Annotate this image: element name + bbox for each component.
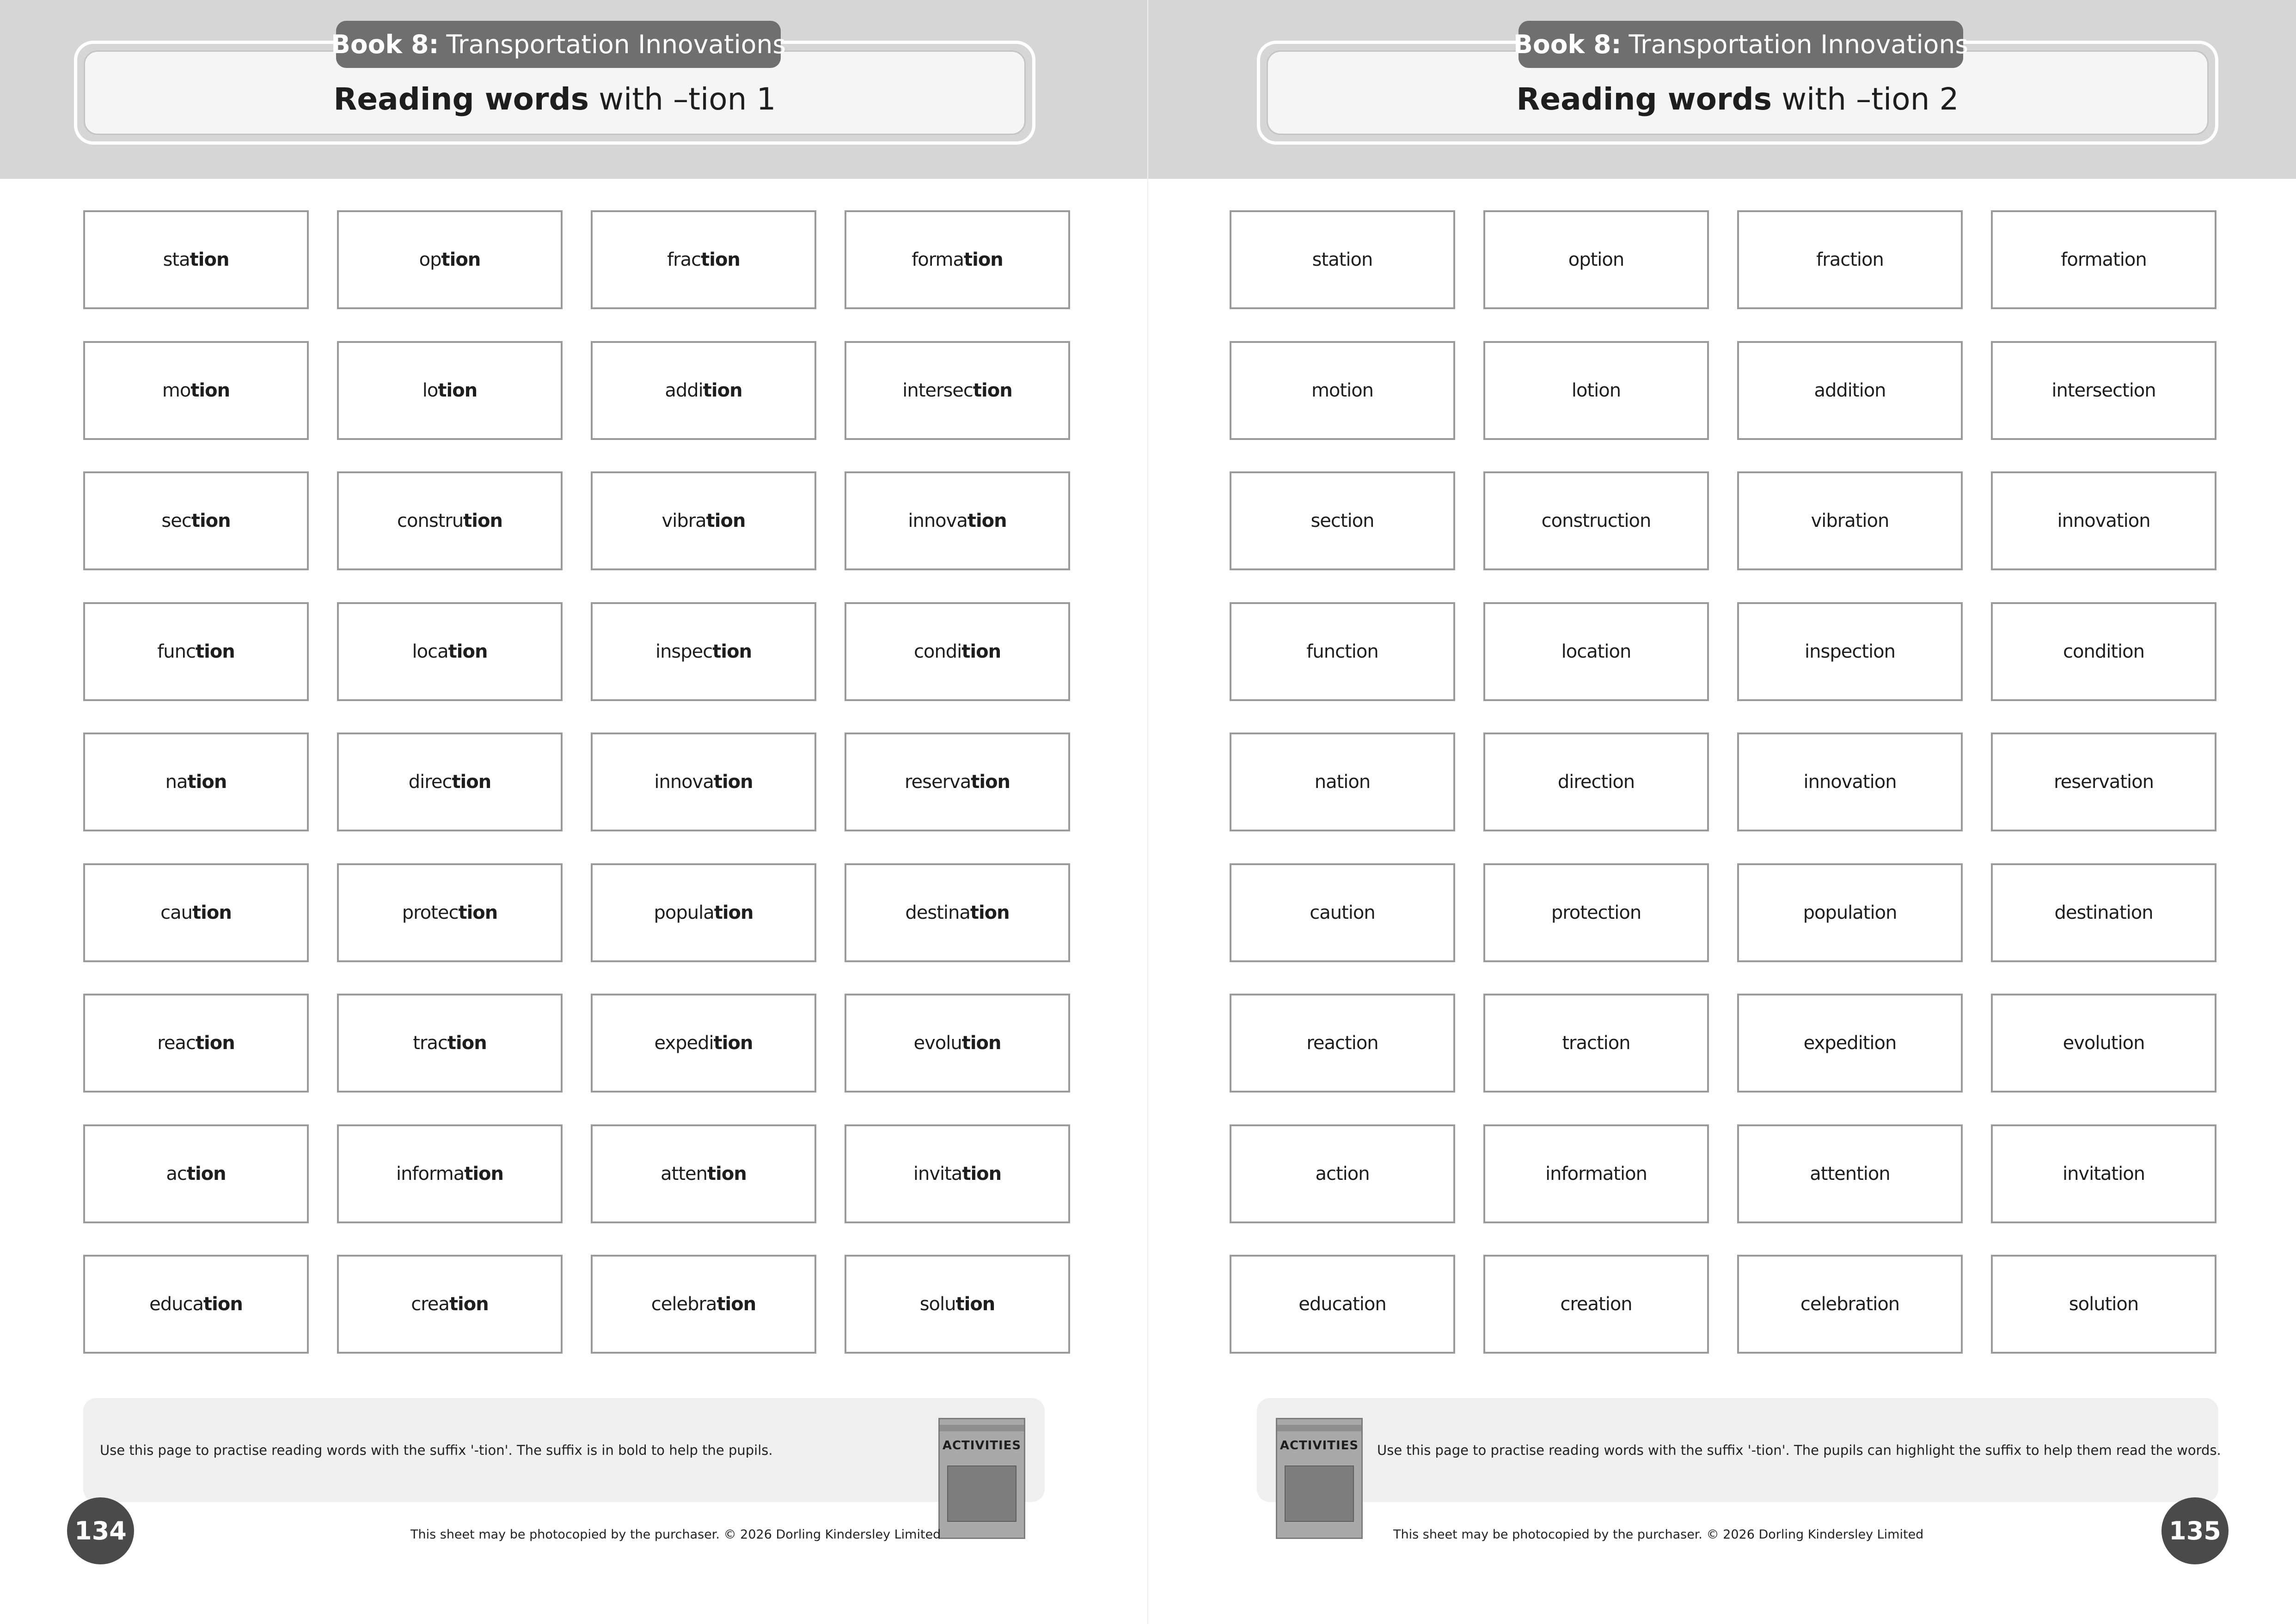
word-card xyxy=(337,1255,563,1354)
word-stem: inspec xyxy=(655,641,713,662)
word-suffix: tion xyxy=(441,249,481,270)
word-stem: inspection xyxy=(1805,641,1895,662)
word-stem: motion xyxy=(1311,379,1374,401)
word-stem: education xyxy=(1298,1294,1386,1315)
book-label: Book 8: xyxy=(1513,30,1622,59)
page-right xyxy=(1148,0,2296,1624)
word-suffix: tion xyxy=(463,510,502,531)
word-suffix: tion xyxy=(191,510,231,531)
word-stem: protection xyxy=(1551,902,1641,923)
thumbnail-photo xyxy=(1285,1465,1354,1522)
word-card xyxy=(1230,1124,1455,1223)
word-stem: lotion xyxy=(1571,379,1621,401)
word-card xyxy=(337,994,563,1093)
word-stem: invitation xyxy=(2062,1163,2145,1184)
word-card xyxy=(337,1124,563,1223)
word-stem: popula xyxy=(654,902,714,923)
word-suffix: tion xyxy=(971,771,1010,793)
word-suffix: tion xyxy=(203,1294,243,1315)
word-card xyxy=(1737,341,1963,440)
word-card xyxy=(1230,602,1455,701)
word-stem: informa xyxy=(396,1163,465,1184)
book-tab xyxy=(1513,21,1968,68)
word-stem: ac xyxy=(166,1163,187,1184)
word-stem: invita xyxy=(913,1163,962,1184)
word-stem: lo xyxy=(422,379,438,401)
word-card xyxy=(845,863,1070,962)
word-stem: loca xyxy=(412,641,448,662)
word-card xyxy=(1483,863,1709,962)
word-suffix: tion xyxy=(961,641,1001,662)
word-stem: reaction xyxy=(1306,1032,1378,1054)
word-card xyxy=(1230,733,1455,831)
word-suffix: tion xyxy=(464,1163,504,1184)
word-stem: reservation xyxy=(2054,771,2154,793)
word-card xyxy=(1991,471,2216,570)
word-stem: intersec xyxy=(902,379,973,401)
word-card xyxy=(591,341,816,440)
word-card xyxy=(1230,210,1455,309)
word-card xyxy=(591,733,816,831)
word-card xyxy=(1230,863,1455,962)
word-stem: traction xyxy=(1562,1032,1630,1054)
activity-book-thumbnail xyxy=(938,1418,1025,1539)
book-title: Transportation Innovations xyxy=(1629,30,1968,59)
word-stem: action xyxy=(1315,1163,1370,1184)
word-stem: sec xyxy=(161,510,191,531)
word-card xyxy=(83,341,309,440)
word-card xyxy=(1991,602,2216,701)
word-card xyxy=(1737,994,1963,1093)
title-rest: with –tion 2 xyxy=(1772,81,1959,117)
activity-book-thumbnail xyxy=(1276,1418,1363,1539)
page-number: 134 xyxy=(67,1497,134,1564)
word-card xyxy=(591,863,816,962)
word-stem: innova xyxy=(908,510,967,531)
page-title xyxy=(334,68,776,117)
word-suffix: tion xyxy=(452,771,491,793)
word-stem: educa xyxy=(149,1294,204,1315)
copyright-notice: This sheet may be photocopied by the purchaser. © 2026 Dorling Kindersley Limited xyxy=(410,1527,941,1542)
word-card xyxy=(83,994,309,1093)
word-card xyxy=(337,471,563,570)
teacher-note xyxy=(83,1398,1045,1502)
page-number: 135 xyxy=(2161,1497,2229,1564)
word-card xyxy=(1483,341,1709,440)
word-suffix: tion xyxy=(449,1294,489,1315)
word-card xyxy=(1230,994,1455,1093)
word-stem: func xyxy=(157,641,196,662)
word-suffix: tion xyxy=(448,641,488,662)
note-text: Use this page to practise reading words with the suffix '-tion'. The suffix is in bold to help the pupils. xyxy=(100,1442,773,1458)
word-card xyxy=(845,471,1070,570)
word-suffix: tion xyxy=(716,1294,756,1315)
book-tab xyxy=(331,21,786,68)
word-stem: innovation xyxy=(2057,510,2150,531)
title-bold: Reading words xyxy=(333,81,589,117)
word-card xyxy=(1737,1124,1963,1223)
book-label: Book 8: xyxy=(331,30,439,59)
word-card xyxy=(1737,863,1963,962)
word-stem: constru xyxy=(397,510,464,531)
word-suffix: tion xyxy=(703,379,742,401)
word-suffix: tion xyxy=(187,771,227,793)
word-stem: vibration xyxy=(1811,510,1889,531)
word-suffix: tion xyxy=(961,1032,1001,1054)
word-stem: direc xyxy=(408,771,452,793)
book-title: Transportation Innovations xyxy=(446,30,786,59)
word-suffix: tion xyxy=(973,379,1012,401)
word-stem: solu xyxy=(919,1294,956,1315)
word-card xyxy=(1483,602,1709,701)
word-card xyxy=(1737,210,1963,309)
word-stem: function xyxy=(1306,641,1378,662)
copyright-notice: This sheet may be photocopied by the purchaser. © 2026 Dorling Kindersley Limited xyxy=(1393,1527,1924,1542)
word-suffix: tion xyxy=(190,249,229,270)
word-card xyxy=(1991,1255,2216,1354)
word-suffix: tion xyxy=(195,641,235,662)
word-stem: reserva xyxy=(904,771,971,793)
word-stem: caution xyxy=(1310,902,1375,923)
word-suffix: tion xyxy=(970,902,1010,923)
word-card xyxy=(1991,994,2216,1093)
word-card xyxy=(1230,1255,1455,1354)
word-card xyxy=(1991,210,2216,309)
word-card xyxy=(1991,863,2216,962)
word-suffix: tion xyxy=(707,1163,747,1184)
word-stem: op xyxy=(419,249,441,270)
word-stem: trac xyxy=(413,1032,447,1054)
word-stem: expedition xyxy=(1803,1032,1897,1054)
word-card xyxy=(845,341,1070,440)
word-stem: expedi xyxy=(654,1032,714,1054)
word-card xyxy=(337,863,563,962)
word-card xyxy=(337,210,563,309)
word-card xyxy=(591,994,816,1093)
page-title xyxy=(1517,68,1959,117)
word-stem: option xyxy=(1568,249,1624,270)
word-suffix: tion xyxy=(713,1032,753,1054)
word-stem: mo xyxy=(162,379,191,401)
word-card xyxy=(1737,733,1963,831)
word-stem: crea xyxy=(411,1294,449,1315)
word-stem: protec xyxy=(402,902,459,923)
word-card xyxy=(845,1124,1070,1223)
word-stem: forma xyxy=(912,249,964,270)
word-stem: destination xyxy=(2054,902,2153,923)
word-stem: evolution xyxy=(2063,1032,2145,1054)
word-stem: atten xyxy=(661,1163,708,1184)
word-stem: celebra xyxy=(651,1294,717,1315)
word-card xyxy=(1483,210,1709,309)
title-bold: Reading words xyxy=(1516,81,1772,117)
word-card xyxy=(591,1255,816,1354)
word-card xyxy=(1991,733,2216,831)
word-card xyxy=(83,210,309,309)
thumbnail-photo xyxy=(947,1465,1016,1522)
word-card xyxy=(1991,1124,2216,1223)
word-suffix: tion xyxy=(967,510,1007,531)
word-card xyxy=(337,733,563,831)
word-card xyxy=(1483,994,1709,1093)
word-stem: cau xyxy=(160,902,193,923)
thumbnail-band xyxy=(1277,1425,1361,1431)
word-card xyxy=(83,602,309,701)
note-text: Use this page to practise reading words with the suffix '-tion'. The pupils can highlight the suffix to help them read the words. xyxy=(1377,1442,2221,1458)
word-card xyxy=(83,733,309,831)
word-stem: na xyxy=(165,771,188,793)
word-card xyxy=(1483,1255,1709,1354)
word-suffix: tion xyxy=(438,379,478,401)
word-stem: formation xyxy=(2061,249,2147,270)
word-card xyxy=(337,602,563,701)
word-stem: addition xyxy=(1814,379,1886,401)
word-stem: station xyxy=(1312,249,1373,270)
word-card xyxy=(83,863,309,962)
word-card xyxy=(845,994,1070,1093)
word-suffix: tion xyxy=(714,902,753,923)
word-suffix: tion xyxy=(701,249,740,270)
word-card xyxy=(591,210,816,309)
word-suffix: tion xyxy=(706,510,746,531)
word-stem: location xyxy=(1561,641,1631,662)
word-card xyxy=(1483,471,1709,570)
word-stem: creation xyxy=(1560,1294,1632,1315)
word-card xyxy=(1737,1255,1963,1354)
word-suffix: tion xyxy=(963,249,1003,270)
word-stem: fraction xyxy=(1816,249,1884,270)
word-card xyxy=(1991,341,2216,440)
word-card xyxy=(1483,1124,1709,1223)
word-suffix: tion xyxy=(186,1163,226,1184)
word-suffix: tion xyxy=(712,641,752,662)
title-rest: with –tion 1 xyxy=(589,81,776,117)
word-card xyxy=(845,733,1070,831)
word-card xyxy=(591,471,816,570)
word-suffix: tion xyxy=(955,1294,995,1315)
word-card xyxy=(1230,341,1455,440)
word-card xyxy=(845,1255,1070,1354)
word-stem: innovation xyxy=(1803,771,1897,793)
word-stem: sta xyxy=(163,249,190,270)
word-card xyxy=(591,1124,816,1223)
word-suffix: tion xyxy=(447,1032,487,1054)
word-stem: solution xyxy=(2069,1294,2139,1315)
word-suffix: tion xyxy=(195,1032,235,1054)
word-stem: construction xyxy=(1541,510,1651,531)
word-stem: information xyxy=(1545,1163,1647,1184)
word-card xyxy=(845,602,1070,701)
word-stem: vibra xyxy=(661,510,706,531)
thumbnail-band xyxy=(940,1425,1024,1431)
word-stem: innova xyxy=(654,771,714,793)
word-stem: evolu xyxy=(913,1032,962,1054)
teacher-note xyxy=(1257,1398,2221,1502)
word-card xyxy=(83,1124,309,1223)
word-card xyxy=(1737,602,1963,701)
word-stem: intersection xyxy=(2051,379,2156,401)
word-stem: nation xyxy=(1314,771,1371,793)
word-stem: condi xyxy=(913,641,962,662)
word-suffix: tion xyxy=(458,902,498,923)
word-stem: frac xyxy=(667,249,701,270)
word-suffix: tion xyxy=(190,379,230,401)
word-stem: direction xyxy=(1557,771,1635,793)
word-card xyxy=(1230,471,1455,570)
word-card xyxy=(845,210,1070,309)
word-suffix: tion xyxy=(962,1163,1002,1184)
word-card xyxy=(591,602,816,701)
word-card xyxy=(83,471,309,570)
word-stem: attention xyxy=(1810,1163,1890,1184)
word-stem: population xyxy=(1803,902,1897,923)
word-stem: condition xyxy=(2063,641,2144,662)
thumbnail-title: ACTIVITIES xyxy=(1280,1439,1359,1453)
word-stem: reac xyxy=(157,1032,196,1054)
word-card xyxy=(1737,471,1963,570)
word-suffix: tion xyxy=(713,771,753,793)
word-stem: destina xyxy=(905,902,970,923)
word-stem: addi xyxy=(665,379,703,401)
word-card xyxy=(1483,733,1709,831)
word-card xyxy=(83,1255,309,1354)
word-stem: section xyxy=(1310,510,1374,531)
word-stem: celebration xyxy=(1800,1294,1900,1315)
word-suffix: tion xyxy=(192,902,232,923)
thumbnail-title: ACTIVITIES xyxy=(942,1439,1022,1453)
word-card xyxy=(337,341,563,440)
